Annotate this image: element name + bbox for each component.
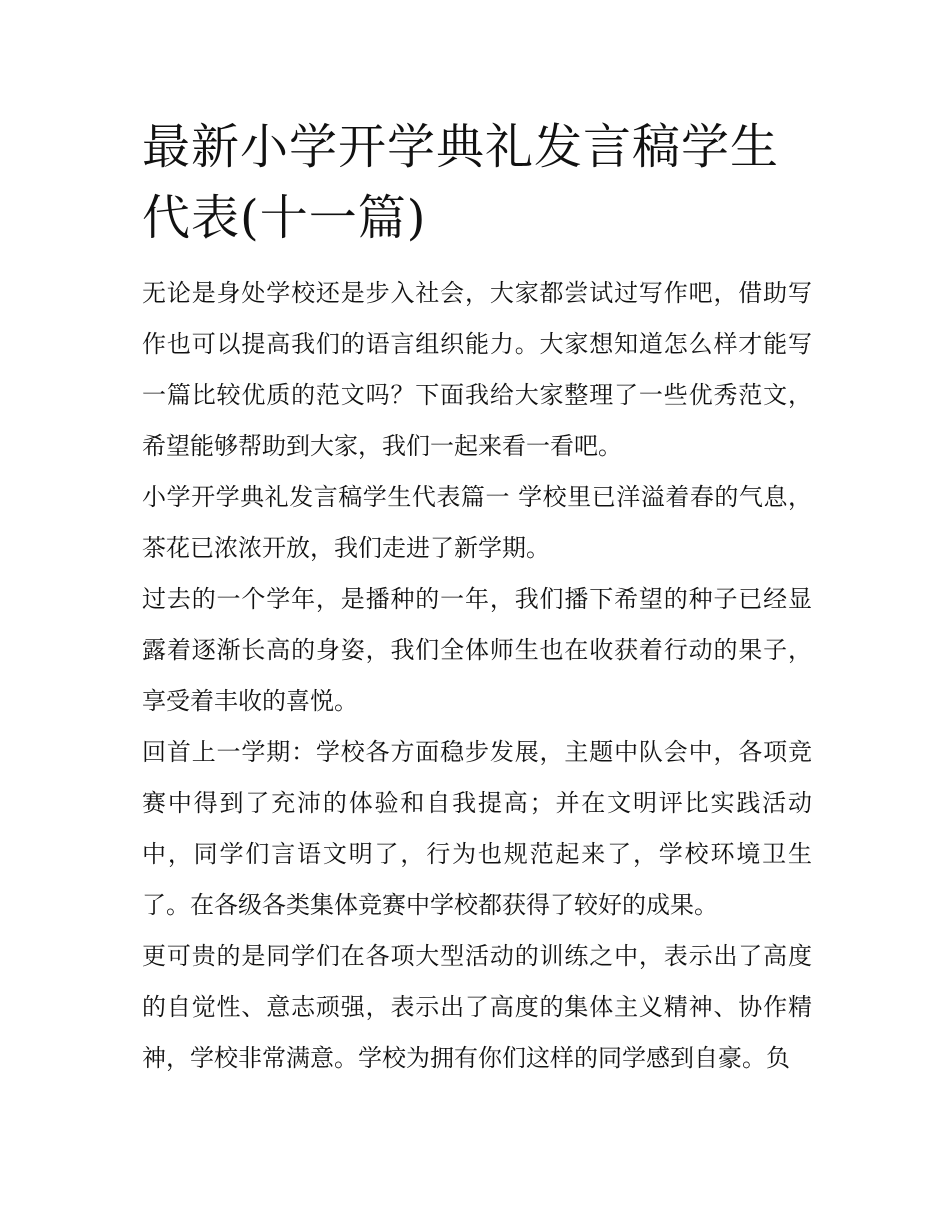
document-title: 最新小学开学典礼发言稿学生代表(十一篇) — [142, 119, 780, 246]
paragraph-past-year: 过去的一个学年，是播种的一年，我们播下希望的种子已经显露着逐渐长高的身姿，我们全体师生也在收获着行动的果子，享受着丰收的喜悦。 — [142, 585, 812, 715]
paragraph-student-praise: 更可贵的是同学们在各项大型活动的训练之中，表示出了高度的自觉性、意志顽强，表示出了高度的集体主义精神、协作精神，学校非常满意。学校为拥有你们这样的同学感到自豪。负 — [142, 942, 812, 1072]
paragraph-intro: 无论是身处学校还是步入社会，大家都尝试过写作吧，借助写作也可以提高我们的语言组织能力。大家想知道怎么样才能写一篇比较优质的范文吗？下面我给大家整理了一些优秀范文，希望能够帮助到大家，我们一起来看一看吧。 — [142, 279, 812, 460]
paragraph-last-semester-review: 回首上一学期：学校各方面稳步发展，主题中队会中，各项竞赛中得到了充沛的体验和自我提高；并在文明评比实践活动中，同学们言语文明了，行为也规范起来了，学校环境卫生了。在各级各类集体竞赛中学校都获得了较好的成果。 — [142, 738, 812, 919]
document-body — [142, 112, 812, 1084]
paragraph-speech-one-opening: 小学开学典礼发言稿学生代表篇一 学校里已洋溢着春的气息，茶花已浓浓开放，我们走进了新学期。 — [142, 483, 812, 562]
